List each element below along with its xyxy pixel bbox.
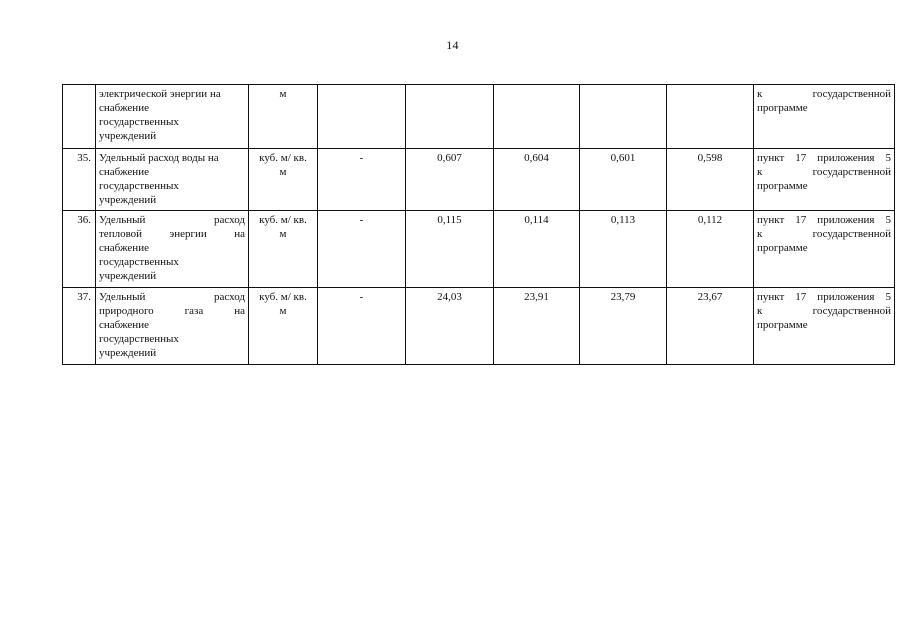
indicator-name-line: Удельный расход xyxy=(99,214,245,226)
year-value: 0,604 xyxy=(494,149,580,211)
indicator-name xyxy=(96,288,249,365)
indicator-name-line: учреждений xyxy=(99,270,157,282)
table-row xyxy=(63,288,895,365)
indicators-table xyxy=(62,84,895,365)
unit-line: м xyxy=(279,88,287,100)
indicator-name-line: государственных xyxy=(99,333,179,345)
unit-line: куб. м/ кв. xyxy=(259,152,307,164)
page-number: 14 xyxy=(446,38,459,52)
year-value: 0,114 xyxy=(494,211,580,288)
year-value xyxy=(580,85,667,149)
source-reference xyxy=(754,288,895,365)
indicator-name-line: природного газа на xyxy=(99,305,245,317)
year-value xyxy=(406,85,494,149)
indicator-name xyxy=(96,85,249,149)
unit-of-measure xyxy=(249,211,318,288)
indicator-name-line: учреждений xyxy=(99,130,157,142)
table-row xyxy=(63,85,895,149)
reference-line: программе xyxy=(757,180,808,192)
year-value xyxy=(494,85,580,149)
indicator-name-line: Удельный расход xyxy=(99,291,245,303)
reference-line: программе xyxy=(757,319,808,331)
base-value: - xyxy=(318,149,406,211)
year-value: 0,112 xyxy=(667,211,754,288)
source-reference xyxy=(754,149,895,211)
unit-of-measure xyxy=(249,85,318,149)
year-value: 0,115 xyxy=(406,211,494,288)
table-row xyxy=(63,211,895,288)
source-reference xyxy=(754,85,895,149)
reference-line: пункт 17 приложения 5 xyxy=(757,291,891,303)
unit-of-measure xyxy=(249,288,318,365)
year-value xyxy=(667,85,754,149)
base-value xyxy=(318,85,406,149)
reference-line: к государственной xyxy=(757,166,891,178)
year-value: 0,601 xyxy=(580,149,667,211)
source-reference xyxy=(754,211,895,288)
indicator-name-line: государственных xyxy=(99,180,179,192)
base-value: - xyxy=(318,211,406,288)
year-value: 0,598 xyxy=(667,149,754,211)
year-value: 0,113 xyxy=(580,211,667,288)
base-value: - xyxy=(318,288,406,365)
unit-line: м xyxy=(279,228,287,240)
unit-line: куб. м/ кв. xyxy=(259,291,307,303)
indicator-name-line: снабжение xyxy=(99,102,149,114)
indicator-name-line: тепловой энергии на xyxy=(99,228,245,240)
indicator-name-line: Удельный расход воды на xyxy=(99,152,219,164)
unit-of-measure xyxy=(249,149,318,211)
indicator-name-line: электрической энергии на xyxy=(99,88,221,100)
row-number: 37. xyxy=(63,288,96,365)
reference-line: к государственной xyxy=(757,305,891,317)
year-value: 23,91 xyxy=(494,288,580,365)
table-row xyxy=(63,149,895,211)
year-value: 0,607 xyxy=(406,149,494,211)
indicator-name xyxy=(96,149,249,211)
unit-line: куб. м/ кв. xyxy=(259,214,307,226)
unit-line: м xyxy=(279,166,287,178)
reference-line: пункт 17 приложения 5 xyxy=(757,214,891,226)
indicator-name-line: учреждений xyxy=(99,347,157,359)
indicator-name-line: государственных xyxy=(99,116,179,128)
unit-line: м xyxy=(279,305,287,317)
row-number: 36. xyxy=(63,211,96,288)
indicator-name-line: снабжение xyxy=(99,166,149,178)
reference-line: программе xyxy=(757,242,808,254)
reference-line: программе xyxy=(757,102,808,114)
reference-line: к государственной xyxy=(757,228,891,240)
row-number xyxy=(63,85,96,149)
reference-line: к государственной xyxy=(757,88,891,100)
year-value: 23,79 xyxy=(580,288,667,365)
year-value: 23,67 xyxy=(667,288,754,365)
indicator-name xyxy=(96,211,249,288)
row-number: 35. xyxy=(63,149,96,211)
indicator-name-line: учреждений xyxy=(99,194,157,206)
year-value: 24,03 xyxy=(406,288,494,365)
reference-line: пункт 17 приложения 5 xyxy=(757,152,891,164)
indicators-table-wrapper xyxy=(62,84,894,365)
indicator-name-line: снабжение xyxy=(99,242,149,254)
indicator-name-line: государственных xyxy=(99,256,179,268)
indicator-name-line: снабжение xyxy=(99,319,149,331)
